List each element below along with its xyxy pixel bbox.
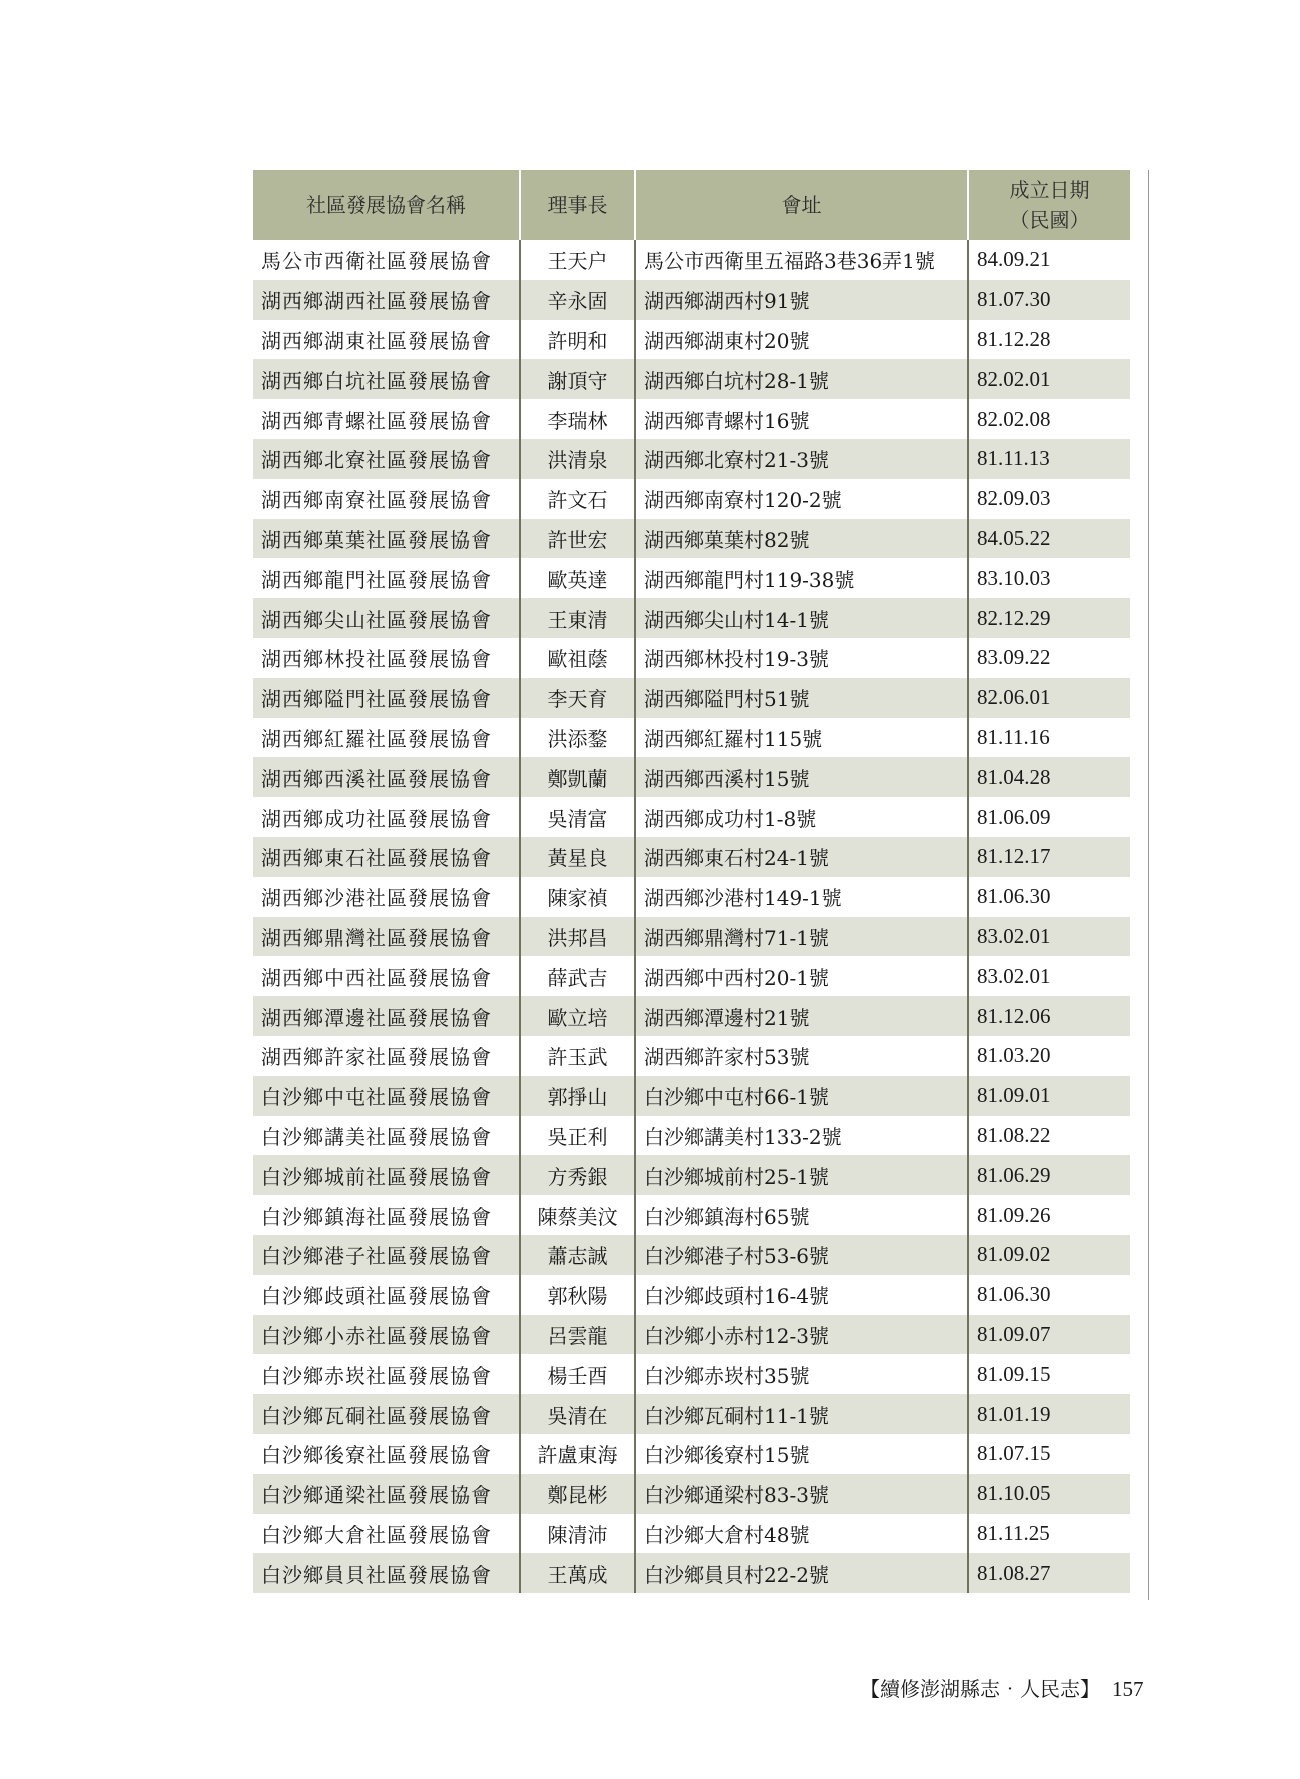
- cell-founding-date: 81.09.15: [968, 1354, 1130, 1394]
- cell-founding-date: 81.03.20: [968, 1036, 1130, 1076]
- cell-chairman: 吳正利: [520, 1116, 635, 1156]
- cell-association-name: 馬公市西衛社區發展協會: [253, 240, 520, 280]
- table-row: [253, 439, 1130, 479]
- table-row: [253, 996, 1130, 1036]
- cell-founding-date: 83.02.01: [968, 917, 1130, 957]
- header-chairman: 理事長: [520, 170, 635, 240]
- cell-founding-date: 81.07.15: [968, 1434, 1130, 1474]
- cell-association-name: 湖西鄉菓葉社區發展協會: [253, 519, 520, 559]
- cell-association-name: 白沙鄉瓦硐社區發展協會: [253, 1394, 520, 1434]
- cell-association-name: 湖西鄉紅羅社區發展協會: [253, 718, 520, 758]
- cell-association-name: 湖西鄉龍門社區發展協會: [253, 558, 520, 598]
- cell-address: 白沙鄉大倉村48號: [635, 1514, 968, 1554]
- cell-address: 湖西鄉林投村19-3號: [635, 638, 968, 678]
- cell-chairman: 許世宏: [520, 519, 635, 559]
- cell-founding-date: 81.11.13: [968, 439, 1130, 479]
- cell-association-name: 白沙鄉城前社區發展協會: [253, 1155, 520, 1195]
- cell-association-name: 白沙鄉赤崁社區發展協會: [253, 1354, 520, 1394]
- cell-address: 白沙鄉小赤村12-3號: [635, 1315, 968, 1355]
- cell-founding-date: 81.09.26: [968, 1195, 1130, 1235]
- cell-founding-date: 83.09.22: [968, 638, 1130, 678]
- cell-chairman: 王東清: [520, 598, 635, 638]
- cell-association-name: 白沙鄉通梁社區發展協會: [253, 1474, 520, 1514]
- cell-founding-date: 81.09.02: [968, 1235, 1130, 1275]
- cell-founding-date: 81.06.29: [968, 1155, 1130, 1195]
- cell-association-name: 湖西鄉南寮社區發展協會: [253, 479, 520, 519]
- cell-founding-date: 84.09.21: [968, 240, 1130, 280]
- cell-chairman: 李天育: [520, 678, 635, 718]
- cell-association-name: 湖西鄉潭邊社區發展協會: [253, 996, 520, 1036]
- cell-founding-date: 84.05.22: [968, 519, 1130, 559]
- table-row: [253, 1354, 1130, 1394]
- cell-founding-date: 81.08.27: [968, 1553, 1130, 1593]
- cell-address: 湖西鄉菓葉村82號: [635, 519, 968, 559]
- table-row: [253, 1036, 1130, 1076]
- table-row: [253, 1275, 1130, 1315]
- cell-founding-date: 81.09.01: [968, 1076, 1130, 1116]
- cell-association-name: 白沙鄉員貝社區發展協會: [253, 1553, 520, 1593]
- cell-address: 馬公市西衛里五福路3巷36弄1號: [635, 240, 968, 280]
- cell-chairman: 方秀銀: [520, 1155, 635, 1195]
- cell-association-name: 湖西鄉沙港社區發展協會: [253, 877, 520, 917]
- table-header-row: [253, 170, 1130, 240]
- cell-chairman: 辛永固: [520, 280, 635, 320]
- cell-address: 湖西鄉中西村20-1號: [635, 956, 968, 996]
- cell-association-name: 湖西鄉湖東社區發展協會: [253, 320, 520, 360]
- page-footer: [860, 1673, 1144, 1702]
- cell-chairman: 薛武吉: [520, 956, 635, 996]
- cell-address: 湖西鄉東石村24-1號: [635, 837, 968, 877]
- cell-founding-date: 81.07.30: [968, 280, 1130, 320]
- cell-address: 湖西鄉青螺村16號: [635, 399, 968, 439]
- cell-address: 白沙鄉後寮村15號: [635, 1434, 968, 1474]
- cell-chairman: 陳清沛: [520, 1514, 635, 1554]
- cell-founding-date: 81.11.25: [968, 1514, 1130, 1554]
- cell-address: 湖西鄉鼎灣村71-1號: [635, 917, 968, 957]
- cell-address: 湖西鄉白坑村28-1號: [635, 359, 968, 399]
- cell-address: 白沙鄉城前村25-1號: [635, 1155, 968, 1195]
- cell-association-name: 湖西鄉湖西社區發展協會: [253, 280, 520, 320]
- cell-address: 白沙鄉中屯村66-1號: [635, 1076, 968, 1116]
- table-row: [253, 797, 1130, 837]
- table-row: [253, 678, 1130, 718]
- cell-association-name: 白沙鄉鎮海社區發展協會: [253, 1195, 520, 1235]
- cell-founding-date: 81.01.19: [968, 1394, 1130, 1434]
- cell-founding-date: 82.02.01: [968, 359, 1130, 399]
- cell-association-name: 白沙鄉後寮社區發展協會: [253, 1434, 520, 1474]
- table-row: [253, 1474, 1130, 1514]
- cell-association-name: 湖西鄉尖山社區發展協會: [253, 598, 520, 638]
- cell-chairman: 黃星良: [520, 837, 635, 877]
- cell-founding-date: 81.10.05: [968, 1474, 1130, 1514]
- header-address: 會址: [635, 170, 968, 240]
- table-row: [253, 1434, 1130, 1474]
- cell-address: 湖西鄉成功村1-8號: [635, 797, 968, 837]
- cell-association-name: 湖西鄉西溪社區發展協會: [253, 757, 520, 797]
- association-table-container: [253, 170, 1130, 1593]
- cell-founding-date: 82.06.01: [968, 678, 1130, 718]
- cell-address: 白沙鄉港子村53-6號: [635, 1235, 968, 1275]
- table-row: [253, 1315, 1130, 1355]
- cell-chairman: 洪清泉: [520, 439, 635, 479]
- cell-chairman: 歐祖蔭: [520, 638, 635, 678]
- cell-chairman: 蕭志誠: [520, 1235, 635, 1275]
- cell-chairman: 吳清在: [520, 1394, 635, 1434]
- table-row: [253, 399, 1130, 439]
- page-number: 157: [1112, 1677, 1144, 1701]
- table-row: [253, 1235, 1130, 1275]
- cell-address: 湖西鄉許家村53號: [635, 1036, 968, 1076]
- cell-chairman: 王萬成: [520, 1553, 635, 1593]
- cell-association-name: 湖西鄉青螺社區發展協會: [253, 399, 520, 439]
- cell-chairman: 陳蔡美汶: [520, 1195, 635, 1235]
- cell-chairman: 鄭凱蘭: [520, 757, 635, 797]
- cell-chairman: 陳家禎: [520, 877, 635, 917]
- cell-chairman: 洪添鍪: [520, 718, 635, 758]
- cell-association-name: 湖西鄉白坑社區發展協會: [253, 359, 520, 399]
- table-row: [253, 1553, 1130, 1593]
- table-row: [253, 1394, 1130, 1434]
- cell-association-name: 白沙鄉港子社區發展協會: [253, 1235, 520, 1275]
- cell-association-name: 白沙鄉中屯社區發展協會: [253, 1076, 520, 1116]
- cell-founding-date: 81.06.09: [968, 797, 1130, 837]
- cell-association-name: 湖西鄉北寮社區發展協會: [253, 439, 520, 479]
- cell-association-name: 湖西鄉東石社區發展協會: [253, 837, 520, 877]
- cell-founding-date: 81.12.06: [968, 996, 1130, 1036]
- cell-founding-date: 81.06.30: [968, 1275, 1130, 1315]
- cell-chairman: 許玉武: [520, 1036, 635, 1076]
- cell-address: 湖西鄉沙港村149-1號: [635, 877, 968, 917]
- cell-address: 湖西鄉紅羅村115號: [635, 718, 968, 758]
- cell-founding-date: 81.11.16: [968, 718, 1130, 758]
- cell-founding-date: 81.04.28: [968, 757, 1130, 797]
- header-founding-date: [968, 170, 1130, 240]
- cell-address: 白沙鄉員貝村22-2號: [635, 1553, 968, 1593]
- cell-address: 湖西鄉尖山村14-1號: [635, 598, 968, 638]
- header-founding-date-label: 成立日期: [1009, 178, 1090, 202]
- cell-chairman: 郭秋陽: [520, 1275, 635, 1315]
- cell-founding-date: 81.06.30: [968, 877, 1130, 917]
- cell-chairman: 洪邦昌: [520, 917, 635, 957]
- cell-address: 湖西鄉龍門村119-38號: [635, 558, 968, 598]
- table-row: [253, 598, 1130, 638]
- book-title: 【續修澎湖縣志‧人民志】: [860, 1677, 1100, 1701]
- table-row: [253, 1155, 1130, 1195]
- cell-address: 湖西鄉潭邊村21號: [635, 996, 968, 1036]
- cell-association-name: 湖西鄉中西社區發展協會: [253, 956, 520, 996]
- cell-address: 湖西鄉湖東村20號: [635, 320, 968, 360]
- cell-chairman: 許文石: [520, 479, 635, 519]
- cell-chairman: 鄭昆彬: [520, 1474, 635, 1514]
- cell-association-name: 白沙鄉歧頭社區發展協會: [253, 1275, 520, 1315]
- cell-chairman: 王天户: [520, 240, 635, 280]
- table-row: [253, 359, 1130, 399]
- cell-chairman: 呂雲龍: [520, 1315, 635, 1355]
- cell-address: 白沙鄉赤崁村35號: [635, 1354, 968, 1394]
- table-row: [253, 837, 1130, 877]
- cell-chairman: 歐英達: [520, 558, 635, 598]
- cell-address: 白沙鄉通梁村83-3號: [635, 1474, 968, 1514]
- table-row: [253, 1514, 1130, 1554]
- cell-chairman: 楊壬酉: [520, 1354, 635, 1394]
- cell-chairman: 郭掙山: [520, 1076, 635, 1116]
- cell-address: 湖西鄉隘門村51號: [635, 678, 968, 718]
- cell-association-name: 白沙鄉大倉社區發展協會: [253, 1514, 520, 1554]
- cell-founding-date: 82.02.08: [968, 399, 1130, 439]
- cell-founding-date: 82.09.03: [968, 479, 1130, 519]
- cell-address: 湖西鄉北寮村21-3號: [635, 439, 968, 479]
- cell-address: 湖西鄉西溪村15號: [635, 757, 968, 797]
- page-vertical-rule: [1148, 170, 1149, 1600]
- table-row: [253, 917, 1130, 957]
- table-row: [253, 1195, 1130, 1235]
- cell-chairman: 歐立培: [520, 996, 635, 1036]
- cell-association-name: 湖西鄉成功社區發展協會: [253, 797, 520, 837]
- table-row: [253, 558, 1130, 598]
- table-row: [253, 240, 1130, 280]
- table-body: [253, 240, 1130, 1593]
- cell-association-name: 湖西鄉許家社區發展協會: [253, 1036, 520, 1076]
- cell-founding-date: 83.02.01: [968, 956, 1130, 996]
- cell-association-name: 湖西鄉隘門社區發展協會: [253, 678, 520, 718]
- table-row: [253, 320, 1130, 360]
- cell-address: 白沙鄉講美村133-2號: [635, 1116, 968, 1156]
- cell-chairman: 許盧東海: [520, 1434, 635, 1474]
- association-table: [253, 170, 1130, 1593]
- cell-chairman: 李瑞林: [520, 399, 635, 439]
- cell-association-name: 白沙鄉小赤社區發展協會: [253, 1315, 520, 1355]
- cell-founding-date: 81.08.22: [968, 1116, 1130, 1156]
- cell-founding-date: 82.12.29: [968, 598, 1130, 638]
- header-association-name: 社區發展協會名稱: [253, 170, 520, 240]
- table-row: [253, 877, 1130, 917]
- cell-address: 白沙鄉歧頭村16-4號: [635, 1275, 968, 1315]
- cell-association-name: 湖西鄉林投社區發展協會: [253, 638, 520, 678]
- cell-address: 白沙鄉鎮海村65號: [635, 1195, 968, 1235]
- cell-founding-date: 81.12.17: [968, 837, 1130, 877]
- cell-address: 湖西鄉南寮村120-2號: [635, 479, 968, 519]
- cell-founding-date: 81.12.28: [968, 320, 1130, 360]
- table-row: [253, 280, 1130, 320]
- cell-address: 白沙鄉瓦硐村11-1號: [635, 1394, 968, 1434]
- table-row: [253, 718, 1130, 758]
- table-row: [253, 638, 1130, 678]
- cell-chairman: 吳清富: [520, 797, 635, 837]
- cell-founding-date: 83.10.03: [968, 558, 1130, 598]
- table-row: [253, 1076, 1130, 1116]
- table-row: [253, 1116, 1130, 1156]
- header-founding-date-era: （民國）: [1009, 208, 1090, 232]
- cell-association-name: 白沙鄉講美社區發展協會: [253, 1116, 520, 1156]
- cell-chairman: 許明和: [520, 320, 635, 360]
- cell-founding-date: 81.09.07: [968, 1315, 1130, 1355]
- table-row: [253, 479, 1130, 519]
- cell-address: 湖西鄉湖西村91號: [635, 280, 968, 320]
- cell-chairman: 謝頂守: [520, 359, 635, 399]
- table-row: [253, 757, 1130, 797]
- cell-association-name: 湖西鄉鼎灣社區發展協會: [253, 917, 520, 957]
- table-row: [253, 519, 1130, 559]
- table-row: [253, 956, 1130, 996]
